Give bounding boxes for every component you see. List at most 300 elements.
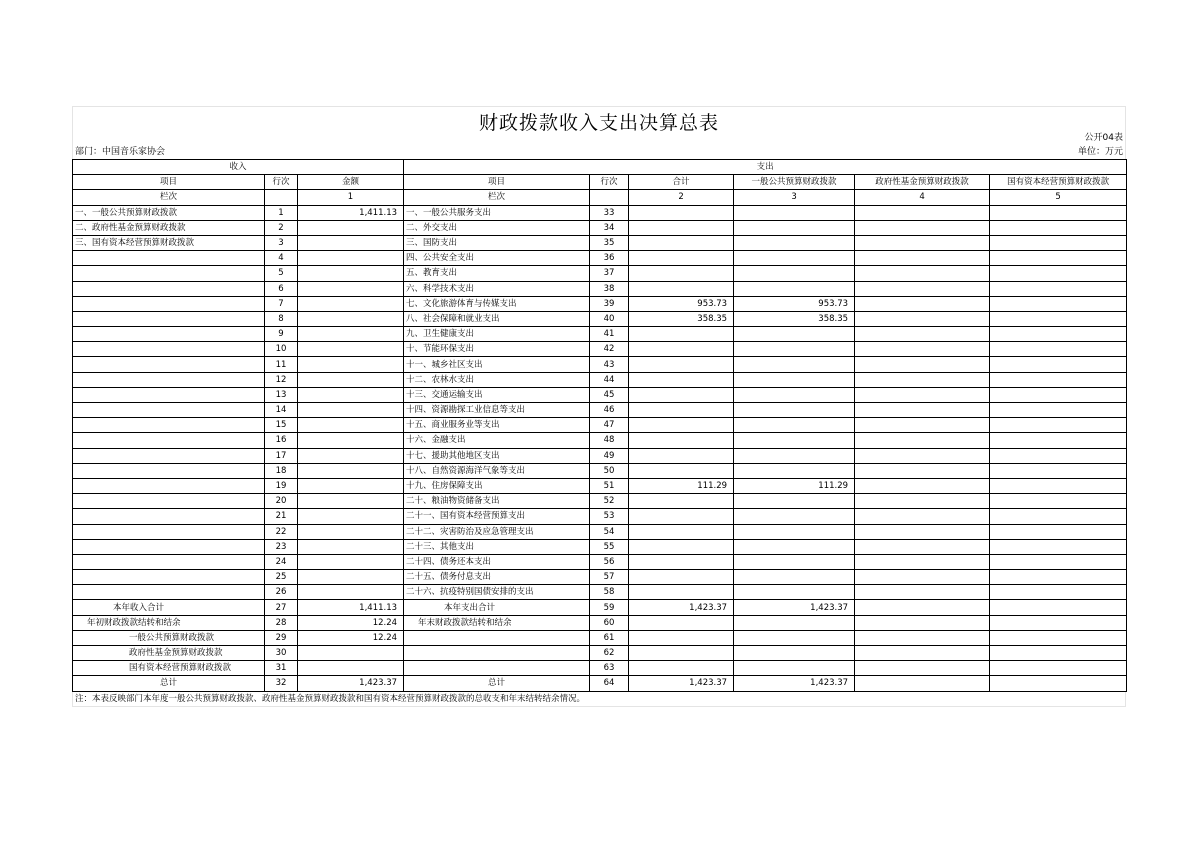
- income-item: 政府性基金预算财政拨款: [73, 646, 265, 661]
- expense-total: [629, 266, 734, 281]
- expense-general: [734, 327, 855, 342]
- col-item-header: 项目: [73, 175, 265, 190]
- col-fund-header: 政府性基金预算财政拨款: [855, 175, 990, 190]
- income-amount: 12.24: [298, 630, 404, 645]
- income-row-no: 21: [265, 509, 298, 524]
- expense-general: [734, 387, 855, 402]
- income-row-no: 32: [265, 676, 298, 691]
- income-row-no: 19: [265, 478, 298, 493]
- expense-general: [734, 509, 855, 524]
- income-amount: [298, 251, 404, 266]
- income-item: [73, 448, 265, 463]
- expense-total: [629, 524, 734, 539]
- income-row-no: 9: [265, 327, 298, 342]
- table-row: [73, 524, 1127, 539]
- income-item: [73, 281, 265, 296]
- income-amount: [298, 585, 404, 600]
- expense-total: [629, 646, 734, 661]
- expense-total: 1,423.37: [629, 600, 734, 615]
- table-row: [73, 570, 1127, 585]
- expense-general: [734, 433, 855, 448]
- expense-general: [734, 463, 855, 478]
- col-label-blank: [265, 190, 298, 205]
- expense-fund: [855, 570, 990, 585]
- expense-fund: [855, 372, 990, 387]
- expense-row-no: 44: [590, 372, 629, 387]
- department-label: 部门：中国音乐家协会: [75, 147, 166, 157]
- income-amount: [298, 387, 404, 402]
- expense-row-no: 62: [590, 646, 629, 661]
- table-row: [73, 251, 1127, 266]
- expense-fund: [855, 494, 990, 509]
- expense-general: [734, 661, 855, 676]
- income-item: 国有资本经营预算财政拨款: [73, 661, 265, 676]
- income-row-no: 17: [265, 448, 298, 463]
- expense-fund: [855, 676, 990, 691]
- expense-item: 十二、农林水支出: [404, 372, 590, 387]
- expense-general: [734, 615, 855, 630]
- expense-general: 111.29: [734, 478, 855, 493]
- expense-row-no: 39: [590, 296, 629, 311]
- expense-state: [990, 539, 1127, 554]
- expense-general: [734, 585, 855, 600]
- expense-total: 1,423.37: [629, 676, 734, 691]
- expense-total: [629, 281, 734, 296]
- expense-row-no: 60: [590, 615, 629, 630]
- col-num-2: 2: [629, 190, 734, 205]
- table-row: [73, 585, 1127, 600]
- income-item: [73, 478, 265, 493]
- expense-item: 二、外交支出: [404, 220, 590, 235]
- expense-row-no: 59: [590, 600, 629, 615]
- expense-state: [990, 478, 1127, 493]
- expense-state: [990, 281, 1127, 296]
- income-amount: [298, 494, 404, 509]
- expense-row-no: 63: [590, 661, 629, 676]
- income-amount: [298, 281, 404, 296]
- income-item: 二、政府性基金预算财政拨款: [73, 220, 265, 235]
- income-amount: [298, 266, 404, 281]
- expense-total: [629, 342, 734, 357]
- summary-row: [73, 600, 1127, 615]
- income-item: [73, 539, 265, 554]
- expense-fund: [855, 281, 990, 296]
- expense-total: [629, 418, 734, 433]
- expense-state: [990, 235, 1127, 250]
- table-row: [73, 327, 1127, 342]
- income-amount: 1,411.13: [298, 600, 404, 615]
- income-row-no: 15: [265, 418, 298, 433]
- expense-item: 年末财政拨款结转和结余: [404, 615, 590, 630]
- expense-general: [734, 205, 855, 220]
- table-row: [73, 554, 1127, 569]
- expense-item: 七、文化旅游体育与传媒支出: [404, 296, 590, 311]
- expense-state: [990, 463, 1127, 478]
- expense-total: [629, 539, 734, 554]
- income-row-no: 1: [265, 205, 298, 220]
- income-row-no: 13: [265, 387, 298, 402]
- table-row: [73, 509, 1127, 524]
- income-item: [73, 418, 265, 433]
- title-row: [72, 106, 1126, 134]
- income-row-no: 30: [265, 646, 298, 661]
- expense-item: 本年支出合计: [404, 600, 590, 615]
- summary-row: [73, 615, 1127, 630]
- expense-row-no: 40: [590, 311, 629, 326]
- income-amount: [298, 311, 404, 326]
- income-item: [73, 387, 265, 402]
- income-item: 年初财政拨款结转和结余: [73, 615, 265, 630]
- expense-header: 支出: [404, 160, 1127, 175]
- expense-state: [990, 676, 1127, 691]
- income-row-no: 5: [265, 266, 298, 281]
- income-amount: [298, 403, 404, 418]
- expense-state: [990, 266, 1127, 281]
- table-row: [73, 357, 1127, 372]
- expense-fund: [855, 205, 990, 220]
- expense-fund: [855, 600, 990, 615]
- expense-fund: [855, 387, 990, 402]
- expense-general: [734, 494, 855, 509]
- income-item: [73, 494, 265, 509]
- department-row: [72, 145, 1126, 159]
- budget-table: [72, 159, 1127, 692]
- income-item: 三、国有资本经营预算财政拨款: [73, 235, 265, 250]
- expense-general: [734, 342, 855, 357]
- income-item: [73, 327, 265, 342]
- expense-general: [734, 235, 855, 250]
- expense-row-no: 56: [590, 554, 629, 569]
- income-amount: 1,411.13: [298, 205, 404, 220]
- expense-item: 十九、住房保障支出: [404, 478, 590, 493]
- expense-total: [629, 463, 734, 478]
- income-item: 一般公共预算财政拨款: [73, 630, 265, 645]
- expense-item: [404, 661, 590, 676]
- form-code: 公开04表: [1084, 133, 1123, 143]
- income-amount: [298, 539, 404, 554]
- expense-general: [734, 266, 855, 281]
- income-item: [73, 585, 265, 600]
- header-row-colnums: [73, 190, 1127, 205]
- header-row-columns: [73, 175, 1127, 190]
- income-row-no: 31: [265, 661, 298, 676]
- expense-fund: [855, 661, 990, 676]
- income-row-no: 4: [265, 251, 298, 266]
- expense-fund: [855, 630, 990, 645]
- table-row: [73, 448, 1127, 463]
- col-label: 栏次: [73, 190, 265, 205]
- expense-item: 九、卫生健康支出: [404, 327, 590, 342]
- expense-item: 十五、商业服务业等支出: [404, 418, 590, 433]
- unit-label: 单位：万元: [1077, 147, 1123, 157]
- expense-item: 十六、金融支出: [404, 433, 590, 448]
- income-row-no: 20: [265, 494, 298, 509]
- income-amount: [298, 478, 404, 493]
- income-amount: [298, 357, 404, 372]
- expense-fund: [855, 509, 990, 524]
- expense-item: 二十二、灾害防治及应急管理支出: [404, 524, 590, 539]
- expense-fund: [855, 357, 990, 372]
- expense-state: [990, 387, 1127, 402]
- table-row: [73, 220, 1127, 235]
- expense-row-no: 36: [590, 251, 629, 266]
- expense-row-no: 52: [590, 494, 629, 509]
- expense-total: 358.35: [629, 311, 734, 326]
- expense-row-no: 38: [590, 281, 629, 296]
- expense-state: [990, 296, 1127, 311]
- expense-general: [734, 418, 855, 433]
- expense-fund: [855, 585, 990, 600]
- expense-general: [734, 570, 855, 585]
- expense-state: [990, 630, 1127, 645]
- expense-state: [990, 342, 1127, 357]
- expense-item: 一、一般公共服务支出: [404, 205, 590, 220]
- income-item: [73, 357, 265, 372]
- expense-total: 953.73: [629, 296, 734, 311]
- expense-row-no: 43: [590, 357, 629, 372]
- expense-state: [990, 600, 1127, 615]
- expense-fund: [855, 220, 990, 235]
- income-row-no: 23: [265, 539, 298, 554]
- expense-total: [629, 357, 734, 372]
- income-amount: 1,423.37: [298, 676, 404, 691]
- expense-total: [629, 403, 734, 418]
- expense-general: [734, 220, 855, 235]
- income-amount: [298, 372, 404, 387]
- income-item: 本年收入合计: [73, 600, 265, 615]
- expense-state: [990, 418, 1127, 433]
- income-header: 收入: [73, 160, 404, 175]
- expense-general: [734, 646, 855, 661]
- expense-fund: [855, 433, 990, 448]
- expense-total: [629, 235, 734, 250]
- col-num-5: 5: [990, 190, 1127, 205]
- col-rowno-header: 行次: [265, 175, 298, 190]
- income-item: [73, 433, 265, 448]
- income-item: [73, 342, 265, 357]
- expense-fund: [855, 235, 990, 250]
- income-row-no: 14: [265, 403, 298, 418]
- income-amount: [298, 509, 404, 524]
- expense-state: [990, 554, 1127, 569]
- income-row-no: 27: [265, 600, 298, 615]
- income-amount: [298, 296, 404, 311]
- income-row-no: 18: [265, 463, 298, 478]
- expense-state: [990, 585, 1127, 600]
- table-row: [73, 478, 1127, 493]
- expense-row-no: 51: [590, 478, 629, 493]
- expense-item: 十七、援助其他地区支出: [404, 448, 590, 463]
- expense-fund: [855, 554, 990, 569]
- expense-state: [990, 524, 1127, 539]
- expense-state: [990, 494, 1127, 509]
- expense-general: [734, 630, 855, 645]
- expense-state: [990, 509, 1127, 524]
- expense-total: [629, 205, 734, 220]
- expense-general: 1,423.37: [734, 600, 855, 615]
- income-item: [73, 251, 265, 266]
- table-row: [73, 418, 1127, 433]
- income-amount: [298, 342, 404, 357]
- expense-row-no: 54: [590, 524, 629, 539]
- expense-fund: [855, 296, 990, 311]
- expense-total: 111.29: [629, 478, 734, 493]
- income-amount: [298, 554, 404, 569]
- expense-row-no: 64: [590, 676, 629, 691]
- income-row-no: 6: [265, 281, 298, 296]
- expense-general: [734, 372, 855, 387]
- expense-state: [990, 311, 1127, 326]
- footnote: 注：本表反映部门本年度一般公共预算财政拨款、政府性基金预算财政拨款和国有资本经营预算财政拨款的总收支和年末结转结余情况。: [72, 692, 1126, 707]
- expense-general: 358.35: [734, 311, 855, 326]
- expense-row-no: 61: [590, 630, 629, 645]
- expense-total: [629, 554, 734, 569]
- expense-total: [629, 494, 734, 509]
- expense-fund: [855, 463, 990, 478]
- col-label-blank-2: [590, 190, 629, 205]
- table-row: [73, 266, 1127, 281]
- expense-row-no: 35: [590, 235, 629, 250]
- expense-state: [990, 327, 1127, 342]
- expense-state: [990, 357, 1127, 372]
- expense-row-no: 47: [590, 418, 629, 433]
- col-num-4: 4: [855, 190, 990, 205]
- table-row: [73, 463, 1127, 478]
- expense-item: 总计: [404, 676, 590, 691]
- expense-state: [990, 646, 1127, 661]
- expense-fund: [855, 311, 990, 326]
- col-item2-header: 项目: [404, 175, 590, 190]
- income-amount: [298, 220, 404, 235]
- col-amount-header: 金额: [298, 175, 404, 190]
- expense-row-no: 49: [590, 448, 629, 463]
- expense-general: [734, 281, 855, 296]
- table-row: [73, 311, 1127, 326]
- expense-total: [629, 372, 734, 387]
- col-label-2: 栏次: [404, 190, 590, 205]
- expense-row-no: 37: [590, 266, 629, 281]
- expense-state: [990, 251, 1127, 266]
- expense-total: [629, 220, 734, 235]
- expense-row-no: 53: [590, 509, 629, 524]
- expense-row-no: 48: [590, 433, 629, 448]
- income-item: [73, 509, 265, 524]
- col-state-header: 国有资本经营预算财政拨款: [990, 175, 1127, 190]
- expense-total: [629, 387, 734, 402]
- income-amount: [298, 235, 404, 250]
- expense-row-no: 41: [590, 327, 629, 342]
- table-row: [73, 296, 1127, 311]
- income-item: [73, 463, 265, 478]
- expense-fund: [855, 403, 990, 418]
- expense-fund: [855, 524, 990, 539]
- expense-state: [990, 403, 1127, 418]
- income-amount: [298, 570, 404, 585]
- table-row: [73, 387, 1127, 402]
- col-rowno2-header: 行次: [590, 175, 629, 190]
- expense-row-no: 55: [590, 539, 629, 554]
- income-item: [73, 372, 265, 387]
- expense-fund: [855, 646, 990, 661]
- income-amount: [298, 646, 404, 661]
- summary-row: [73, 646, 1127, 661]
- expense-item: 五、教育支出: [404, 266, 590, 281]
- income-item: [73, 570, 265, 585]
- expense-total: [629, 661, 734, 676]
- income-amount: [298, 463, 404, 478]
- table-row: [73, 281, 1127, 296]
- summary-row: [73, 630, 1127, 645]
- expense-general: [734, 403, 855, 418]
- expense-item: 二十五、债务付息支出: [404, 570, 590, 585]
- table-row: [73, 433, 1127, 448]
- income-amount: [298, 433, 404, 448]
- expense-item: [404, 646, 590, 661]
- col-total-header: 合计: [629, 175, 734, 190]
- income-item: [73, 311, 265, 326]
- expense-row-no: 58: [590, 585, 629, 600]
- income-item: [73, 524, 265, 539]
- table-row: [73, 342, 1127, 357]
- income-row-no: 10: [265, 342, 298, 357]
- expense-state: [990, 570, 1127, 585]
- income-amount: [298, 327, 404, 342]
- income-row-no: 12: [265, 372, 298, 387]
- col-num-3: 3: [734, 190, 855, 205]
- expense-general: [734, 357, 855, 372]
- income-item: [73, 266, 265, 281]
- expense-item: 十、节能环保支出: [404, 342, 590, 357]
- table-row: [73, 494, 1127, 509]
- expense-state: [990, 448, 1127, 463]
- income-row-no: 28: [265, 615, 298, 630]
- budget-sheet: [72, 106, 1126, 707]
- expense-fund: [855, 448, 990, 463]
- expense-fund: [855, 327, 990, 342]
- expense-item: 二十、粮油物资储备支出: [404, 494, 590, 509]
- expense-total: [629, 433, 734, 448]
- table-row: [73, 539, 1127, 554]
- expense-general: 953.73: [734, 296, 855, 311]
- expense-row-no: 45: [590, 387, 629, 402]
- expense-fund: [855, 539, 990, 554]
- expense-state: [990, 372, 1127, 387]
- expense-state: [990, 433, 1127, 448]
- form-code-row: [72, 131, 1126, 145]
- col-num-1: 1: [298, 190, 404, 205]
- page-title: 财政拨款收入支出决算总表: [478, 112, 719, 134]
- income-row-no: 25: [265, 570, 298, 585]
- expense-general: [734, 448, 855, 463]
- income-row-no: 8: [265, 311, 298, 326]
- expense-state: [990, 661, 1127, 676]
- expense-fund: [855, 478, 990, 493]
- expense-row-no: 57: [590, 570, 629, 585]
- expense-item: 十三、交通运输支出: [404, 387, 590, 402]
- income-item: [73, 403, 265, 418]
- table-row: [73, 205, 1127, 220]
- expense-item: 十四、资源勘探工业信息等支出: [404, 403, 590, 418]
- income-row-no: 24: [265, 554, 298, 569]
- expense-state: [990, 220, 1127, 235]
- expense-general: [734, 251, 855, 266]
- expense-item: 二十三、其他支出: [404, 539, 590, 554]
- expense-row-no: 34: [590, 220, 629, 235]
- income-item: [73, 296, 265, 311]
- income-row-no: 16: [265, 433, 298, 448]
- expense-total: [629, 570, 734, 585]
- table-row: [73, 403, 1127, 418]
